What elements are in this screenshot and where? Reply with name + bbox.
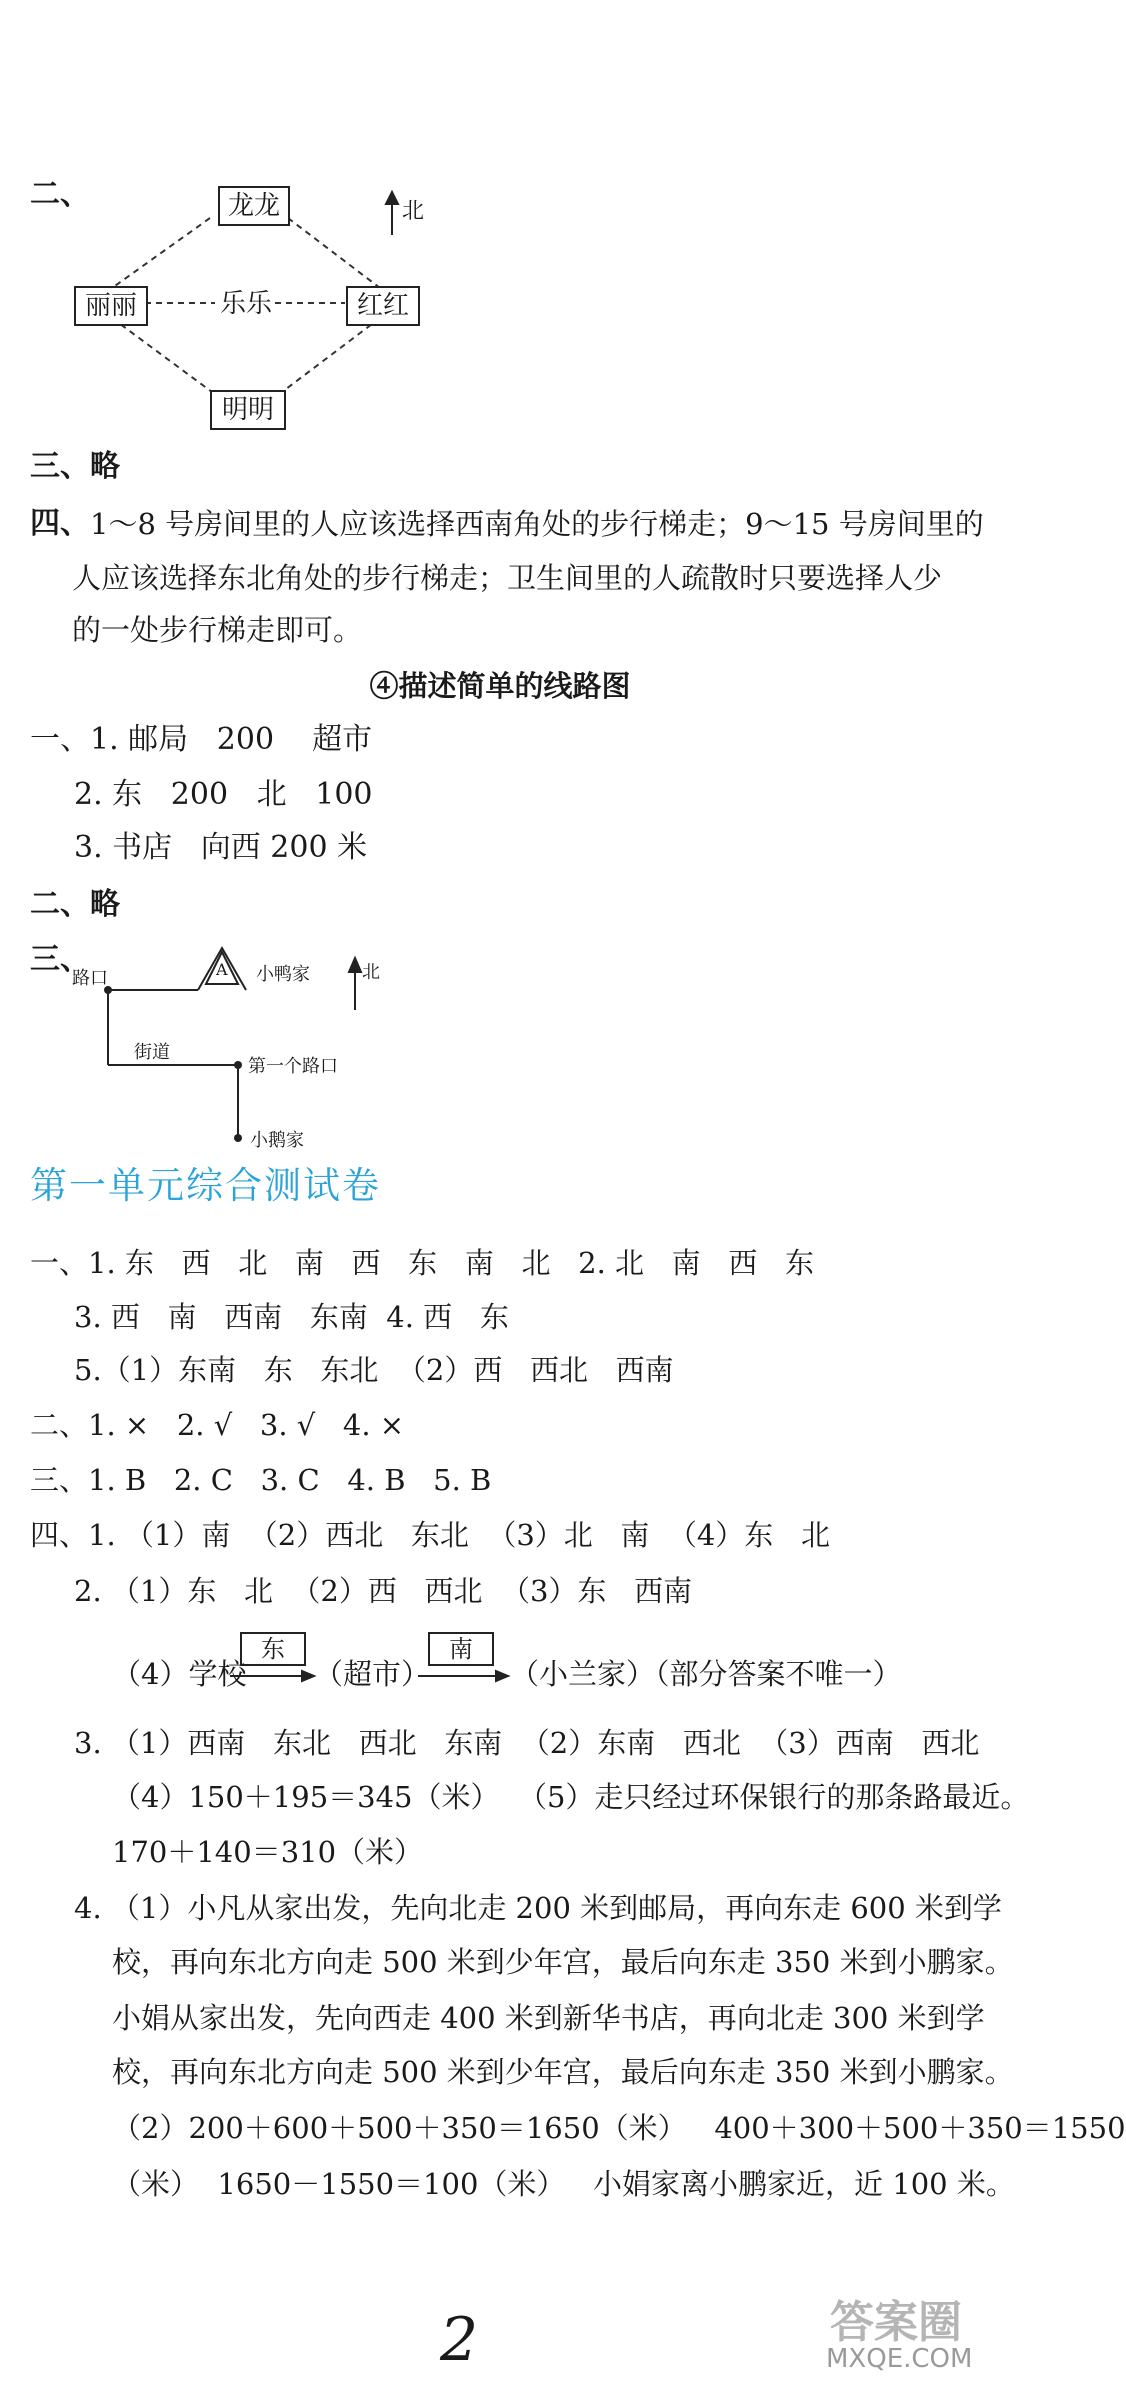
test-q4-4b: 校，再向东北方向走 500 米到少年宫，最后向东走 350 米到小鹏家。 (112, 1945, 1014, 1979)
route-start-label: 路口 (72, 968, 108, 989)
test-q1-b: 3. 西 南 西南 东南 4. 西 东 (74, 1300, 509, 1334)
flow-box-south: 南 (428, 1632, 494, 1666)
box-mingming: 明明 (210, 390, 286, 430)
test-q1-c: 5.（1）东南 东 东北 （2）西 西北 西南 (74, 1353, 674, 1387)
test-q1-a: 一、1. 东 西 北 南 西 东 南 北 2. 北 南 西 东 (30, 1246, 814, 1280)
route-section-label: 三、 (30, 942, 90, 977)
route-home1-label: 小鸭家 (256, 964, 310, 985)
test-q4-4d: 校，再向东北方向走 500 米到少年宫，最后向东走 350 米到小鹏家。 (112, 2055, 1014, 2089)
section-4-label: 四、 (30, 506, 90, 541)
route-crossing-label: 第一个路口 (248, 1056, 338, 1077)
unit-test-title: 第一单元综合测试卷 (30, 1164, 381, 1207)
test-q4-4f: （米） 1650－1550＝100（米） 小娟家离小鹏家近，近 100 米。 (112, 2167, 1015, 2201)
watermark-logo: 答案圈 (830, 2297, 962, 2348)
answer-1-2: 2. 东 200 北 100 (74, 777, 373, 812)
watermark-url: MXQE.COM (826, 2344, 973, 2374)
route-north-label: 北 (362, 962, 380, 983)
test-q4-b: 2. （1）东 北 （2）西 西北 （3）东 西南 (74, 1574, 693, 1608)
box-honghong: 红红 (346, 286, 420, 326)
answer-1-3: 3. 书店 向西 200 米 (74, 830, 368, 865)
test-q4-3b: （4）150＋195＝345（米） （5）走只经过环保银行的那条路最近。 (112, 1780, 1030, 1814)
section-2-label: 二、 (30, 177, 90, 212)
answer-1-1: 一、1. 邮局 200 超市 (30, 722, 373, 757)
north-label: 北 (402, 199, 425, 224)
answer-2: 二、略 (30, 887, 120, 922)
test-q2: 二、1. × 2. √ 3. √ 4. × (30, 1408, 405, 1442)
test-q4-3c: 170＋140＝310（米） (112, 1835, 424, 1869)
test-q3: 三、1. B 2. C 3. C 4. B 5. B (30, 1463, 492, 1497)
box-longlong: 龙龙 (218, 186, 290, 226)
test-q4-3a: 3. （1）西南 东北 西北 东南 （2）东南 西北 （3）西南 西北 (74, 1726, 980, 1760)
box-lili: 丽丽 (74, 286, 148, 326)
flow-middle: （超市） (314, 1657, 431, 1691)
label-lele: 乐乐 (220, 289, 273, 319)
section-4-line3: 的一处步行梯走即可。 (72, 613, 363, 647)
test-q4-4e: （2）200＋600＋500＋350＝1650（米） 400＋300＋500＋350＝1550 (112, 2111, 1126, 2145)
section-4-line2: 人应该选择东北角处的步行梯走；卫生间里的人疏散时只要选择人少 (72, 561, 943, 595)
flow-box-east: 东 (240, 1632, 306, 1666)
flow-suffix: （小兰家）（部分答案不唯一） (510, 1657, 902, 1691)
flow-arrow-1-icon (302, 1671, 314, 1681)
route-triangle-label: A (216, 960, 228, 979)
subsection-title: ④描述简单的线路图 (369, 669, 631, 703)
test-q4-4c: 小娟从家出发，先向西走 400 米到新华书店，再向北走 300 米到学 (112, 2001, 985, 2035)
section-3: 三、略 (30, 449, 120, 484)
route-home2-label: 小鹅家 (250, 1130, 304, 1151)
flow-arrow-2-icon (496, 1671, 508, 1681)
test-q4-4a: 4. （1）小凡从家出发，先向北走 200 米到邮局，再向东走 600 米到学 (74, 1891, 1002, 1925)
page-number: 2 (440, 2305, 479, 2375)
test-q4-a: 四、1. （1）南 （2）西北 东北 （3）北 南 （4）东 北 (30, 1518, 830, 1552)
route-street-label: 街道 (134, 1042, 170, 1063)
section-4-line1: 1～8 号房间里的人应该选择西南角处的步行梯走；9～15 号房间里的 (90, 507, 984, 541)
flow-prefix: （4）学校 (112, 1657, 247, 1691)
